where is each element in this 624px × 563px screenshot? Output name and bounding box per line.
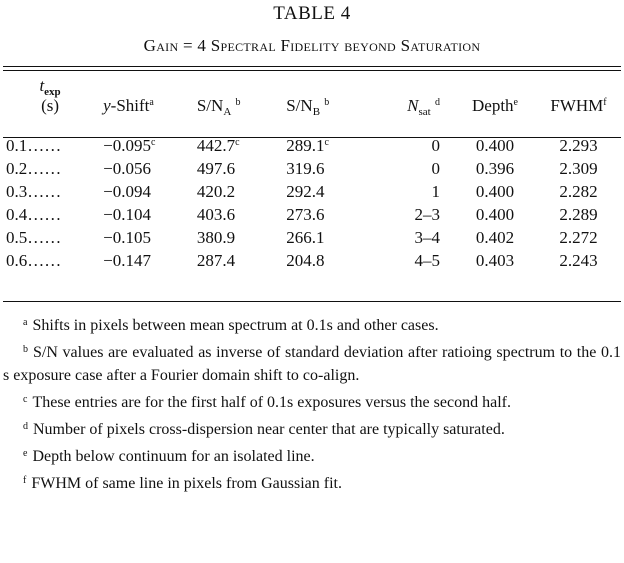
cell-depth: 0.396: [475, 159, 515, 178]
snb-value-note: c: [324, 137, 329, 148]
shift-note-mark: a: [149, 97, 154, 108]
header-nsat: [370, 96, 454, 134]
cell-shift: [97, 203, 195, 226]
cell-texp: 0.2……: [6, 159, 62, 178]
snb-subscript: B: [312, 106, 321, 118]
cell-snb: [282, 249, 370, 272]
sna-note-mark: b: [235, 97, 241, 108]
header-sna: [195, 96, 282, 134]
sna-value-note: c: [235, 137, 240, 148]
header-row-1: [3, 76, 621, 96]
cell-texp: 0.6……: [6, 251, 62, 270]
sna-value: 287.4: [196, 251, 236, 270]
cell-sna: [195, 134, 282, 157]
footnote-text: Shifts in pixels between mean spectrum at 0.1s and other cases.: [32, 317, 439, 334]
cell-nsat: 4–5: [414, 251, 440, 270]
shift-value: −0.056: [103, 159, 151, 178]
header-row-2: [3, 96, 621, 134]
footnote: [3, 391, 621, 414]
footnote: [3, 341, 621, 387]
top-rule-1: [3, 66, 621, 67]
snb-value: 204.8: [286, 251, 325, 270]
shift-value: −0.095: [103, 136, 151, 155]
cell-shift: [97, 226, 195, 249]
sna-subscript: A: [223, 106, 232, 118]
sna-value: 403.6: [196, 205, 236, 224]
footnote: [3, 445, 621, 468]
footnote: [3, 418, 621, 441]
sna-value: 442.7: [196, 136, 236, 155]
footnote-mark: c: [23, 394, 28, 405]
snb-note-mark: b: [324, 97, 330, 108]
footnote-mark: a: [23, 317, 28, 328]
footnote-text: Depth below continuum for an isolated line.: [32, 448, 315, 465]
footnotes: [3, 314, 621, 495]
cell-depth: 0.403: [475, 251, 515, 270]
top-rule-2: [3, 70, 621, 71]
cell-depth: 0.400: [475, 136, 515, 155]
nsat-subscript: sat: [418, 106, 431, 118]
cell-nsat: 0: [431, 159, 440, 178]
data-table: [3, 76, 621, 272]
snb-label: S/N: [286, 96, 313, 115]
table-row: [3, 180, 621, 203]
sna-label: S/N: [196, 96, 224, 115]
footnote-mark: d: [23, 421, 28, 432]
cell-sna: [195, 226, 282, 249]
cell-fwhm: 2.282: [559, 182, 598, 201]
footnote: [3, 314, 621, 337]
cell-fwhm: 2.289: [559, 205, 598, 224]
footnote-text: Number of pixels cross-dispersion near center that are typically saturated.: [33, 421, 505, 438]
cell-nsat: 0: [431, 136, 440, 155]
fwhm-note-mark: f: [603, 97, 607, 108]
table-header: [3, 76, 621, 134]
shift-label: -Shift: [110, 96, 150, 115]
shift-symbol: y: [103, 96, 111, 115]
cell-sna: [195, 249, 282, 272]
table-label: TABLE 4: [273, 3, 351, 24]
footnote-text: These entries are for the first half of 0.1s exposures versus the second half.: [32, 394, 511, 411]
snb-value: 319.6: [286, 159, 325, 178]
header-texp-unit: (s): [41, 96, 60, 115]
cell-texp: 0.5……: [6, 228, 62, 247]
nsat-symbol: N: [407, 96, 419, 115]
cell-sna: [195, 203, 282, 226]
table-row: [3, 249, 621, 272]
table-row: [3, 157, 621, 180]
cell-shift: [97, 180, 195, 203]
footnote-text: FWHM of same line in pixels from Gaussian fit.: [31, 475, 342, 492]
sna-value: 497.6: [196, 159, 236, 178]
cell-texp: 0.3……: [6, 182, 62, 201]
bottom-rule: [3, 301, 621, 302]
table-row: [3, 134, 621, 157]
footnote-mark: f: [23, 475, 27, 486]
cell-texp: 0.1……: [6, 136, 62, 155]
cell-depth: 0.402: [475, 228, 515, 247]
table-row: [3, 203, 621, 226]
shift-value: −0.105: [103, 228, 151, 247]
footnote-text: S/N values are evaluated as inverse of standard deviation after ratioing spectrum to the 0.1 s exposure case after a Fourier domain shift to co-align.: [3, 344, 621, 384]
depth-label: Depth: [472, 96, 514, 115]
snb-value: 266.1: [286, 228, 325, 247]
snb-value: 273.6: [286, 205, 325, 224]
cell-sna: [195, 157, 282, 180]
cell-fwhm: 2.293: [559, 136, 598, 155]
cell-texp: 0.4……: [6, 205, 62, 224]
header-snb: [282, 96, 370, 134]
shift-value: −0.147: [103, 251, 151, 270]
header-depth: [454, 96, 536, 134]
cell-depth: 0.400: [475, 182, 515, 201]
table-caption: Gain = 4 Spectral Fidelity beyond Saturation: [143, 36, 481, 55]
header-shift: [97, 96, 195, 134]
cell-snb: [282, 180, 370, 203]
cell-sna: [195, 180, 282, 203]
texp-symbol: t: [39, 76, 45, 95]
cell-snb: [282, 134, 370, 157]
cell-shift: [97, 134, 195, 157]
footnote-mark: e: [23, 448, 28, 459]
shift-value: −0.094: [103, 182, 151, 201]
nsat-note-mark: d: [434, 97, 440, 108]
shift-value: −0.104: [103, 205, 151, 224]
cell-nsat: 3–4: [414, 228, 440, 247]
fwhm-label: FWHM: [550, 96, 604, 115]
cell-snb: [282, 203, 370, 226]
cell-snb: [282, 226, 370, 249]
footnote: [3, 472, 621, 495]
footnote-mark: b: [23, 344, 28, 355]
sna-value: 380.9: [196, 228, 236, 247]
cell-shift: [97, 157, 195, 180]
texp-subscript: exp: [44, 86, 61, 98]
header-texp: [3, 76, 97, 96]
cell-fwhm: 2.243: [559, 251, 598, 270]
cell-nsat: 2–3: [414, 205, 440, 224]
snb-value: 289.1: [286, 136, 325, 155]
shift-value-note: c: [150, 137, 156, 148]
cell-snb: [282, 157, 370, 180]
cell-depth: 0.400: [475, 205, 515, 224]
depth-note-mark: e: [513, 97, 518, 108]
snb-value: 292.4: [286, 182, 325, 201]
cell-fwhm: 2.309: [559, 159, 598, 178]
cell-fwhm: 2.272: [559, 228, 598, 247]
cell-shift: [97, 249, 195, 272]
table-body: [3, 134, 621, 272]
table-row: [3, 226, 621, 249]
cell-nsat: 1: [431, 182, 440, 201]
header-fwhm: [536, 96, 621, 134]
sna-value: 420.2: [196, 182, 236, 201]
